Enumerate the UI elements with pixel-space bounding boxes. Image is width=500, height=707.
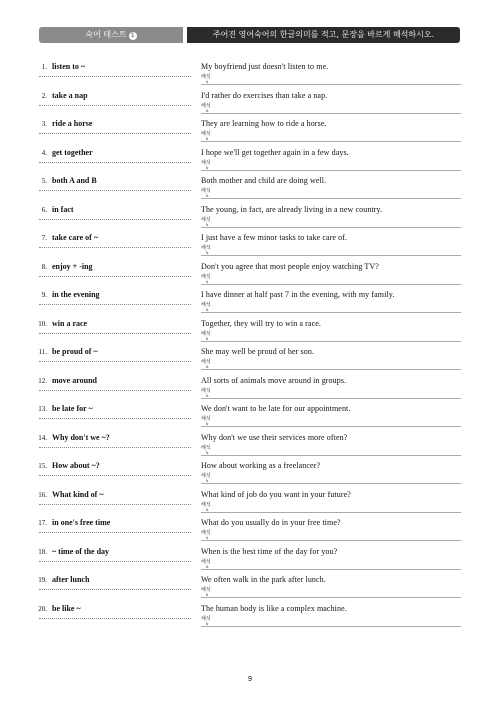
answer-line[interactable] (39, 247, 191, 248)
idiom-row (0, 285, 500, 314)
answer-line[interactable] (39, 447, 191, 448)
page-header (39, 27, 460, 43)
idiom-row (0, 570, 500, 599)
idiom-phrase: in the evening (52, 290, 100, 299)
example-sentence: Together, they will try to win a race. (201, 318, 321, 328)
idiom-row (0, 599, 500, 628)
interpretation-label: 해석 (201, 530, 211, 536)
idiom-phrase: get together (52, 147, 93, 157)
idiom-phrase: in one's free time (52, 518, 111, 527)
item-number: 3. (41, 120, 47, 128)
idiom-phrase: in fact (52, 204, 74, 214)
item-number: 13. (38, 405, 47, 413)
example-sentence: What kind of job do you want in your future? (201, 489, 351, 499)
item-number: 19. (38, 576, 47, 584)
example-sentence: All sorts of animals move around in groups. (201, 375, 347, 385)
answer-line[interactable] (39, 361, 191, 362)
interpretation-label: 해석 (201, 131, 211, 137)
interpretation-label: 해석 (201, 273, 211, 280)
item-number: 7. (41, 234, 47, 242)
idiom-phrase: be proud of ~ (52, 347, 98, 356)
idiom-phrase: Why don't we ~? (52, 432, 110, 442)
section-number-badge: 1 (130, 32, 135, 39)
answer-line[interactable] (39, 618, 191, 619)
item-number: 6. (41, 205, 47, 214)
example-sentence: The human body is like a complex machine. (201, 603, 347, 613)
arrow-icon: ↳ (205, 164, 210, 171)
section-tab (39, 27, 183, 43)
interpretation-label: 해석 (201, 615, 211, 622)
arrow-icon: ↳ (205, 136, 210, 142)
page-number: 9 (248, 676, 252, 683)
example-sentence: What do you usually do in your free time? (201, 518, 341, 527)
arrow-icon: ↳ (205, 107, 210, 114)
example-sentence: I'd rather do exercises than take a nap. (201, 90, 328, 100)
interpretation-label: 해석 (201, 416, 211, 422)
interpretation-label: 해석 (201, 302, 211, 308)
arrow-icon: ↳ (205, 592, 210, 598)
example-sentence: My boyfriend just doesn't listen to me. (201, 62, 329, 71)
idiom-row (0, 228, 500, 257)
interpretation-label: 해석 (201, 587, 211, 593)
answer-line[interactable] (39, 162, 191, 163)
item-number: 20. (38, 604, 47, 613)
arrow-icon: ↳ (205, 449, 210, 456)
item-number: 8. (41, 262, 47, 271)
interpretation-label: 해석 (201, 102, 211, 109)
answer-line[interactable] (39, 333, 191, 334)
interpretation-label: 해석 (201, 245, 211, 251)
answer-line[interactable] (39, 589, 191, 590)
answer-line[interactable] (39, 561, 191, 562)
answer-line[interactable] (39, 133, 191, 134)
example-sentence: We don't want to be late for our appointment. (201, 404, 351, 413)
item-number: 4. (41, 148, 47, 157)
arrow-icon: ↳ (205, 79, 210, 85)
example-sentence: Both mother and child are doing well. (201, 176, 327, 185)
idiom-row (0, 428, 500, 457)
answer-line[interactable] (39, 105, 191, 106)
arrow-icon: ↳ (205, 478, 210, 484)
example-sentence: When is the best time of the day for you? (201, 546, 338, 556)
idiom-row (0, 399, 500, 428)
example-sentence: They are learning how to ride a horse. (201, 119, 327, 128)
idiom-phrase: What kind of ~ (52, 489, 104, 499)
idiom-row (0, 513, 500, 542)
idiom-row (0, 86, 500, 115)
item-number: 17. (38, 519, 47, 527)
example-sentence: We often walk in the park after lunch. (201, 575, 326, 584)
idiom-row (0, 485, 500, 514)
example-sentence: She may well be proud of her son. (201, 347, 315, 356)
item-number: 12. (38, 376, 47, 385)
translation-line[interactable] (201, 626, 461, 627)
answer-line[interactable] (39, 276, 191, 277)
interpretation-label: 해석 (201, 387, 211, 394)
idiom-phrase: be late for ~ (52, 404, 93, 413)
example-sentence: I have dinner at half past 7 in the evening, with my family. (201, 290, 395, 299)
interpretation-label: 해석 (201, 330, 211, 337)
arrow-icon: ↳ (205, 506, 210, 513)
item-number: 1. (41, 63, 47, 71)
example-sentence: I just have a few minor tasks to take care of. (201, 233, 348, 242)
idiom-phrase: after lunch (52, 575, 90, 584)
idiom-row (0, 114, 500, 143)
example-sentence: I hope we'll get together again in a few days. (201, 147, 349, 157)
answer-line[interactable] (39, 219, 191, 220)
arrow-icon: ↳ (205, 535, 210, 541)
idiom-phrase: enjoy + -ing (52, 261, 93, 271)
answer-line[interactable] (39, 390, 191, 391)
interpretation-label: 해석 (201, 444, 211, 451)
example-sentence: Why don't we use their services more often? (201, 432, 348, 442)
idiom-row (0, 57, 500, 86)
example-sentence: The young, in fact, are already living in a new country. (201, 204, 383, 214)
item-number: 14. (38, 433, 47, 442)
item-number: 16. (38, 490, 47, 499)
arrow-icon: ↳ (205, 335, 210, 342)
arrow-icon: ↳ (205, 250, 210, 256)
item-number: 18. (38, 547, 47, 556)
interpretation-label: 해석 (201, 159, 211, 166)
interpretation-label: 해석 (201, 558, 211, 565)
instruction-banner: 주어진 영어숙어의 한글의미를 적고, 문장을 바르게 해석하시오. (187, 27, 460, 43)
idiom-phrase: be like ~ (52, 603, 81, 613)
arrow-icon: ↳ (205, 563, 210, 570)
arrow-icon: ↳ (205, 364, 210, 370)
idiom-row (0, 257, 500, 286)
answer-line[interactable] (39, 504, 191, 505)
arrow-icon: ↳ (205, 278, 210, 285)
idiom-row (0, 342, 500, 371)
idiom-phrase: win a race (52, 318, 88, 328)
idiom-row (0, 171, 500, 200)
interpretation-label: 해석 (201, 501, 211, 508)
item-number: 9. (41, 291, 47, 299)
item-number: 2. (41, 91, 47, 100)
example-sentence: Don't you agree that most people enjoy watching TV? (201, 261, 379, 271)
idiom-row (0, 200, 500, 229)
item-number: 11. (38, 348, 47, 356)
idiom-phrase: move around (52, 375, 97, 385)
idiom-row (0, 143, 500, 172)
answer-line[interactable] (39, 532, 191, 533)
answer-line[interactable] (39, 304, 191, 305)
item-number: 15. (38, 462, 47, 470)
idiom-row (0, 456, 500, 485)
idiom-phrase: ~ time of the day (52, 546, 110, 556)
idiom-row (0, 371, 500, 400)
arrow-icon: ↳ (205, 620, 210, 627)
answer-line[interactable] (39, 76, 191, 77)
arrow-icon: ↳ (205, 221, 210, 228)
idiom-phrase: both A and B (52, 176, 97, 185)
answer-line[interactable] (39, 475, 191, 476)
interpretation-label: 해석 (201, 473, 211, 479)
arrow-icon: ↳ (205, 193, 210, 199)
item-number: 5. (41, 177, 47, 185)
idiom-phrase: take care of ~ (52, 233, 98, 242)
interpretation-label: 해석 (201, 359, 211, 365)
idiom-row (0, 542, 500, 571)
section-label: 숙어 테스트 (85, 30, 127, 39)
arrow-icon: ↳ (205, 307, 210, 313)
arrow-icon: ↳ (205, 421, 210, 427)
item-number: 10. (38, 319, 47, 328)
idiom-row (0, 314, 500, 343)
interpretation-label: 해석 (201, 188, 211, 194)
idiom-phrase: How about ~? (52, 461, 100, 470)
answer-line[interactable] (39, 418, 191, 419)
idiom-phrase: ride a horse (52, 119, 93, 128)
interpretation-label: 해석 (201, 216, 211, 223)
answer-line[interactable] (39, 190, 191, 191)
example-sentence: How about working as a freelancer? (201, 461, 321, 470)
arrow-icon: ↳ (205, 392, 210, 399)
interpretation-label: 해석 (201, 74, 211, 80)
idiom-phrase: take a nap (52, 90, 88, 100)
idiom-phrase: listen to ~ (52, 62, 86, 71)
